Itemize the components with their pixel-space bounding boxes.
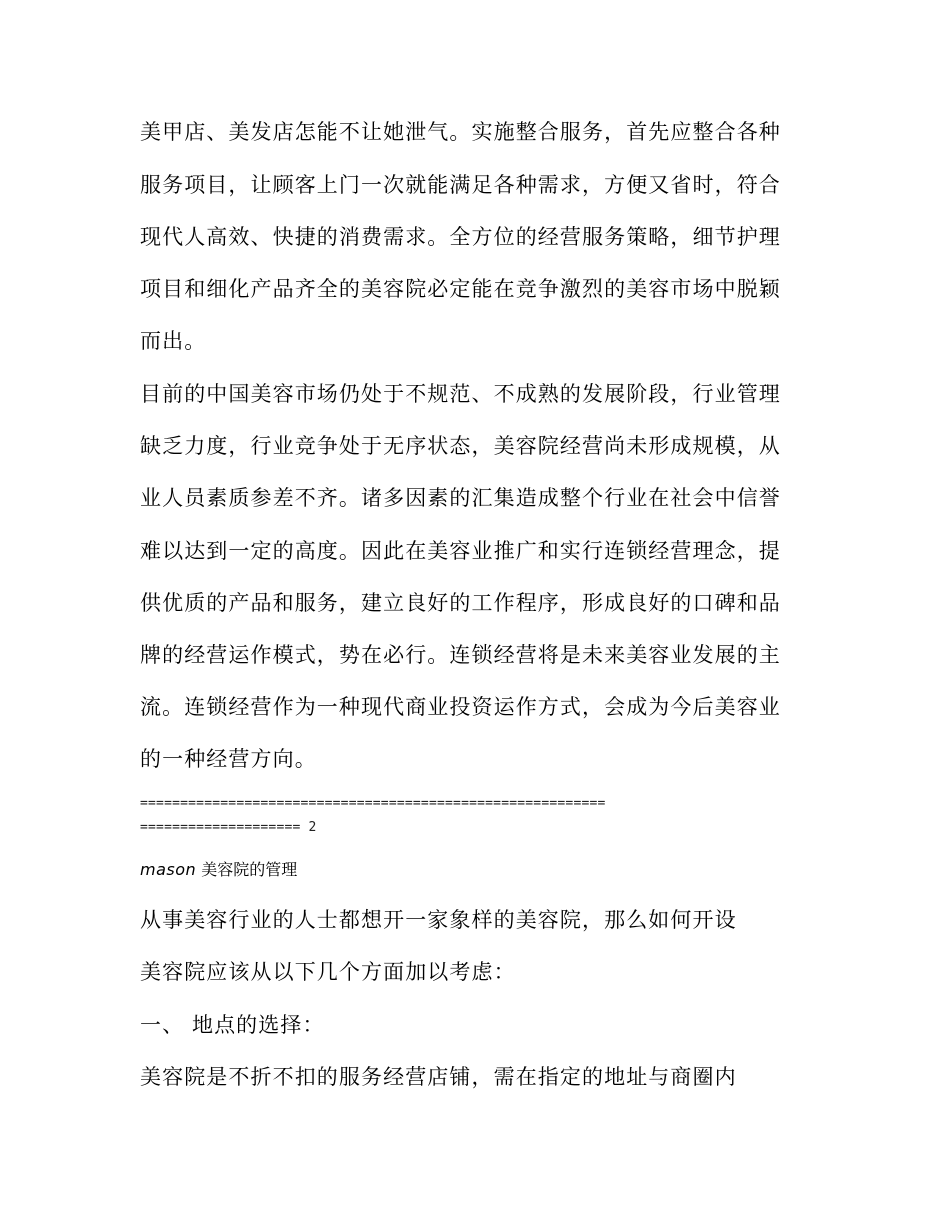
paragraph-line: 目前的中国美容市场仍处于不规范、不成熟的发展阶段，行业管理	[140, 382, 781, 406]
paragraph-line: 美容院应该从以下几个方面加以考虑：	[140, 960, 516, 984]
separator-line-page-number: ==================== 2	[140, 820, 317, 835]
list-item: 一、 地点的选择：	[140, 1013, 325, 1037]
paragraph-line: 项目和细化产品齐全的美容院必定能在竞争激烈的美容市场中脱颖	[140, 277, 781, 301]
paragraph-line: 从事美容行业的人士都想开一家象样的美容院，那么如何开设	[140, 908, 737, 932]
paragraph-line: 牌的经营运作模式，势在必行。连锁经营将是未来美容业发展的主	[140, 643, 781, 667]
section-heading-zh: 美容院的管理	[196, 860, 298, 879]
paragraph-line: 难以达到一定的高度。因此在美容业推广和实行连锁经营理念，提	[140, 539, 781, 563]
paragraph-line: 美容院是不折不扣的服务经营店铺，需在指定的地址与商圈内	[140, 1065, 737, 1089]
separator-line: ==========================================================	[140, 796, 606, 811]
paragraph-line: 美甲店、美发店怎能不让她泄气。实施整合服务，首先应整合各种	[140, 120, 781, 144]
paragraph-line: 而出。	[140, 329, 207, 353]
section-heading	[140, 859, 297, 881]
paragraph-line: 现代人高效、快捷的消费需求。全方位的经营服务策略，细节护理	[140, 225, 781, 249]
section-heading-en: mason	[140, 860, 197, 879]
paragraph-line: 业人员素质参差不齐。诸多因素的汇集造成整个行业在社会中信誉	[140, 486, 781, 510]
paragraph-line: 缺乏力度，行业竞争处于无序状态，美容院经营尚未形成规模，从	[140, 434, 781, 458]
paragraph-line: 服务项目，让顾客上门一次就能满足各种需求，方便又省时，符合	[140, 173, 781, 197]
paragraph-line: 供优质的产品和服务，建立良好的工作程序，形成良好的口碑和品	[140, 591, 781, 615]
paragraph-line: 的一种经营方向。	[140, 747, 317, 771]
paragraph-line: 流。连锁经营作为一种现代商业投资运作方式，会成为今后美容业	[140, 695, 781, 719]
